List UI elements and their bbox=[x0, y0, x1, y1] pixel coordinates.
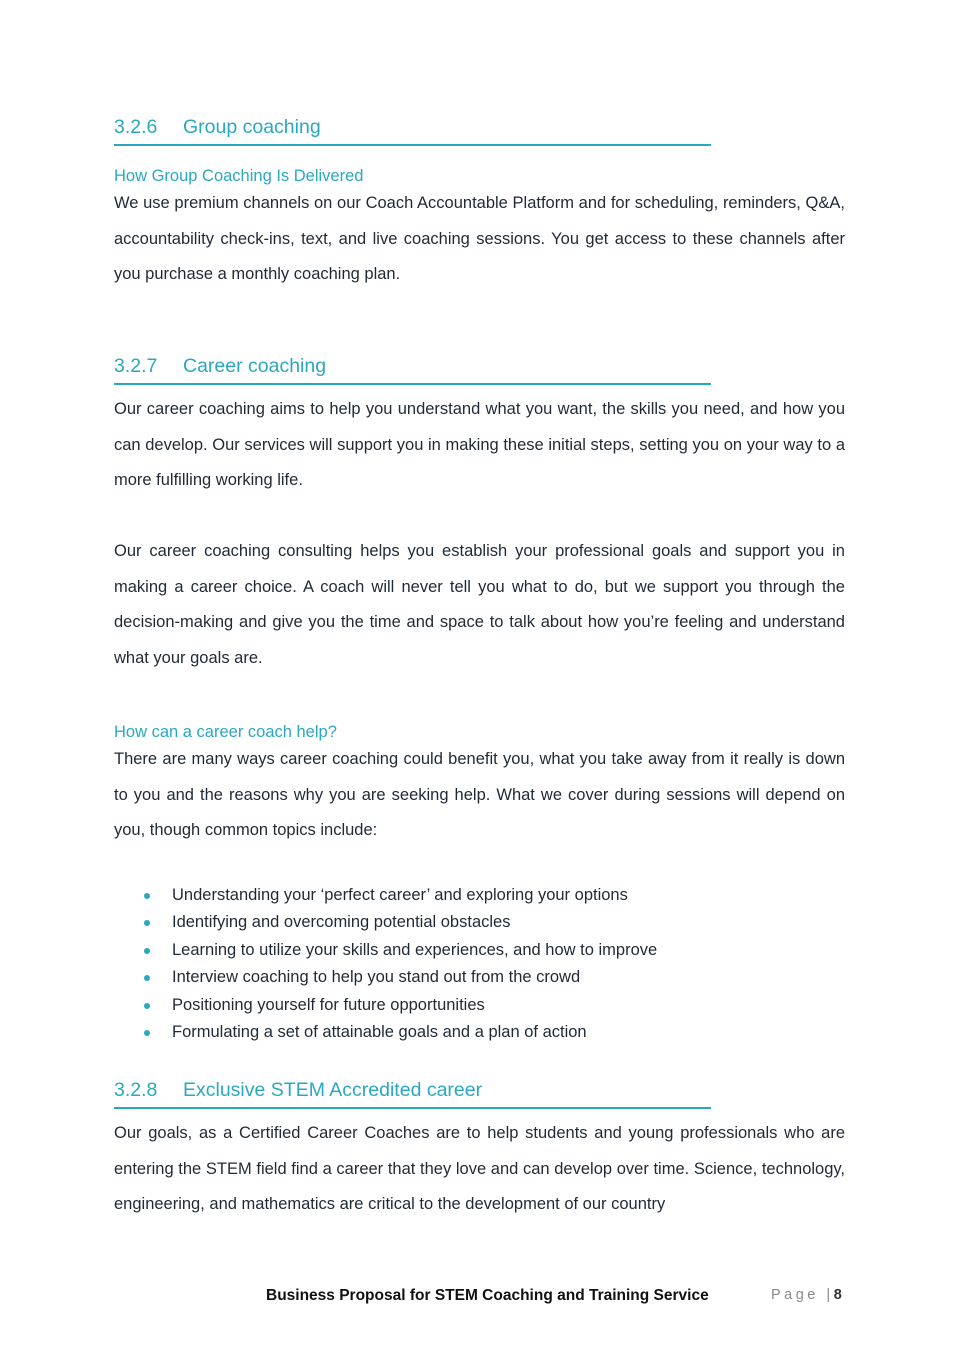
footer-title: Business Proposal for STEM Coaching and Training Service bbox=[266, 1287, 709, 1304]
bullet-icon bbox=[144, 920, 150, 926]
section-title: Group coaching bbox=[183, 116, 321, 138]
list-item: Formulating a set of attainable goals and a plan of action bbox=[114, 1019, 657, 1046]
page-separator: | bbox=[826, 1287, 834, 1303]
subheading-career-help: How can a career coach help? bbox=[114, 723, 337, 741]
paragraph-career-benefits: There are many ways career coaching could benefit you, what you take away from it really is down to you and the reasons why you are seeking help. What we cover during sessions will depend on you, though common topics include: bbox=[114, 750, 845, 839]
paragraph-group-coaching: We use premium channels on our Coach Accountable Platform and for scheduling, reminders, Q&A, accountability check-ins, text, and live coaching sessions. You get access to these channels after you purchase a monthly coaching plan. bbox=[114, 194, 845, 283]
page-indicator bbox=[771, 1287, 842, 1303]
subheading-group-delivery: How Group Coaching Is Delivered bbox=[114, 167, 364, 185]
bullet-icon bbox=[144, 975, 150, 981]
section-title: Exclusive STEM Accredited career bbox=[183, 1079, 483, 1101]
paragraph-stem-career: Our goals, as a Certified Career Coaches are to help students and young professionals who are entering the STEM field find a career that they love and can develop over time. Science, technology, engineering, and mathematics are critical to the development of our country bbox=[114, 1124, 845, 1213]
section-number: 3.2.6 bbox=[114, 116, 158, 138]
section-title: Career coaching bbox=[183, 355, 327, 377]
list-item: Positioning yourself for future opportunities bbox=[114, 992, 657, 1019]
list-item: Understanding your ‘perfect career’ and exploring your options bbox=[114, 882, 657, 909]
section-number: 3.2.7 bbox=[114, 355, 158, 377]
list-item: Identifying and overcoming potential obstacles bbox=[114, 909, 657, 936]
bullet-icon bbox=[144, 1003, 150, 1009]
paragraph-career-aims: Our career coaching aims to help you understand what you want, the skills you need, and how you can develop. Our services will support you in making these initial steps, setting you on your way to a more fulfilling working life. bbox=[114, 400, 845, 489]
list-item: Learning to utilize your skills and experiences, and how to improve bbox=[114, 937, 657, 964]
section-heading-3-2-6 bbox=[114, 115, 711, 146]
bullet-icon bbox=[144, 1030, 150, 1036]
topics-list bbox=[114, 882, 657, 1046]
section-heading-3-2-8 bbox=[114, 1078, 711, 1109]
section-number: 3.2.8 bbox=[114, 1079, 158, 1101]
bullet-icon bbox=[144, 893, 150, 899]
page-label: Page bbox=[771, 1287, 819, 1303]
page-footer bbox=[0, 1287, 960, 1311]
list-item: Interview coaching to help you stand out from the crowd bbox=[114, 964, 657, 991]
paragraph-career-consulting: Our career coaching consulting helps you establish your professional goals and support you in making a career choice. A coach will never tell you what to do, but we support you through the decision-making and give you the time and space to talk about how you’re feeling and understand what your goals are. bbox=[114, 542, 845, 667]
page-number: 8 bbox=[833, 1287, 842, 1303]
bullet-icon bbox=[144, 948, 150, 954]
section-heading-3-2-7 bbox=[114, 354, 711, 385]
